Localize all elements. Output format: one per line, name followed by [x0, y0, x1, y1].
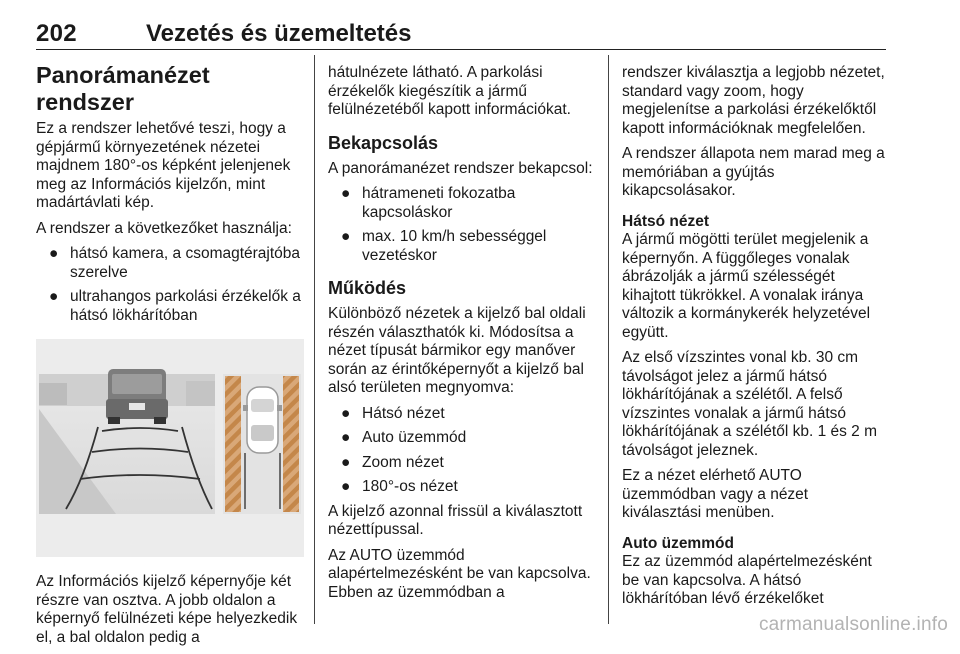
- paragraph: hátulnézete látható. A parkolási érzékelők kiegészítik a jármű felülnézetéből kapott információkat.: [328, 64, 571, 118]
- header-rule: [36, 49, 886, 50]
- paragraph: Ez a rendszer lehetővé teszi, hogy a gépjármű környezetének nézetei majdnem 180°-os képként jelenjenek meg az Információs kijelzőn, mint madártávlati kép.: [36, 120, 291, 211]
- column-middle: [328, 52, 598, 609]
- subsection-heading: Hátsó nézet: [622, 212, 709, 230]
- bullet-icon: ●: [341, 478, 351, 495]
- bullet-list: [36, 245, 304, 325]
- rear-camera-view: [39, 369, 215, 514]
- list-item: [328, 429, 598, 448]
- bullet-icon: ●: [341, 404, 351, 422]
- list-item-text: ultrahangos parkolási érzékelők a hátsó lökhárítóban: [70, 288, 301, 324]
- list-item: [328, 478, 598, 497]
- list-item: [36, 245, 304, 282]
- list-item: [36, 288, 304, 325]
- column-divider: [314, 55, 315, 624]
- parked-van: [106, 369, 168, 424]
- paragraph: Különböző nézetek a kijelző bal oldali részén választhatók ki. Módosítsa a nézet típusát bármikor egy manőver során az érintőképernyőt a kijelző bal alsó területen megnyomva:: [328, 305, 586, 396]
- list-item-text: hátrameneti fokozatba kapcsoláskor: [362, 185, 516, 221]
- list-item-text: Auto üzemmód: [362, 429, 467, 446]
- list-item: [328, 185, 598, 222]
- paragraph: rendszer kiválasztja a legjobb nézetet, standard vagy zoom, hogy megjelenítse a parkolási érzékelőktől kapott információknak megfelelően.: [622, 64, 885, 137]
- page-number: 202: [36, 20, 77, 47]
- paragraph: Ez az üzemmód alapértelmezésként be van kapcsolva. A hátsó lökhárítóban lévő érzékelőket: [622, 553, 872, 607]
- column-right: [622, 52, 890, 616]
- paragraph: A jármű mögötti terület megjelenik a képernyőn. A függőleges vonalak ábrázolják a jármű szélességét kihajtott tükrökkel. A vonalak iránya változik a kormánykerék helyzetével együtt.: [622, 231, 871, 341]
- section-heading: Működés: [328, 278, 407, 298]
- list-item: [328, 454, 598, 473]
- panorama-view-illustration: [36, 339, 304, 557]
- paragraph: A rendszer állapota nem marad meg a memóriában a gyújtás kikapcsolásakor.: [622, 145, 885, 199]
- subsection-heading: Auto üzemmód: [622, 534, 734, 552]
- paragraph: Ez a nézet elérhető AUTO üzemmódban vagy a nézet kiválasztási menüben.: [622, 467, 809, 521]
- list-item: [328, 405, 598, 424]
- section-title: Panorámanézet rendszer: [36, 62, 210, 115]
- list-item: [328, 228, 598, 265]
- list-item-text: hátsó kamera, a csomagtérajtóba szerelve: [70, 245, 301, 281]
- paragraph: A panorámanézet rendszer bekapcsol:: [328, 159, 593, 177]
- page-header: [36, 0, 886, 50]
- bullet-icon: ●: [49, 245, 59, 262]
- car-top-view: [243, 387, 282, 453]
- paragraph: Az első vízszintes vonal kb. 30 cm távolságot jelez a jármű hátsó lökhárítójának a szélétől. A felső vízszintes vonalak a jármű hátsó lökhárítójának a szélétől kb. 1 és 2 m távolságot jeleznek.: [622, 349, 878, 459]
- watermark: carmanualsonline.info: [758, 614, 948, 635]
- list-item-text: 180°-os nézet: [362, 478, 458, 495]
- paragraph: Az Információs kijelző képernyője két részre van osztva. A jobb oldalon a képernyő felülnézeti képe helyezkedik el, a bal oldalon pedig a: [36, 573, 298, 646]
- list-item-text: Zoom nézet: [362, 453, 444, 471]
- bullet-icon: ●: [341, 429, 351, 446]
- column-divider: [608, 55, 609, 624]
- bullet-icon: ●: [49, 288, 59, 305]
- paragraph: Az AUTO üzemmód alapértelmezésként be van kapcsolva. Ebben az üzemmódban a: [328, 546, 591, 601]
- bullet-icon: ●: [341, 453, 351, 471]
- paragraph: A rendszer a következőket használja:: [36, 219, 292, 237]
- list-item-text: Hátsó nézet: [362, 404, 445, 422]
- bullet-list: [328, 185, 598, 265]
- top-view: [223, 374, 301, 514]
- column-left: [36, 52, 304, 654]
- paragraph: A kijelző azonnal frissül a kiválasztott nézettípussal.: [328, 502, 583, 538]
- bullet-icon: ●: [341, 185, 351, 202]
- bullet-icon: ●: [341, 228, 351, 245]
- list-item-text: max. 10 km/h sebességgel vezetéskor: [362, 228, 547, 264]
- bullet-list: [328, 405, 598, 497]
- chapter-title: Vezetés és üzemeltetés: [146, 20, 412, 47]
- section-heading: Bekapcsolás: [328, 132, 439, 153]
